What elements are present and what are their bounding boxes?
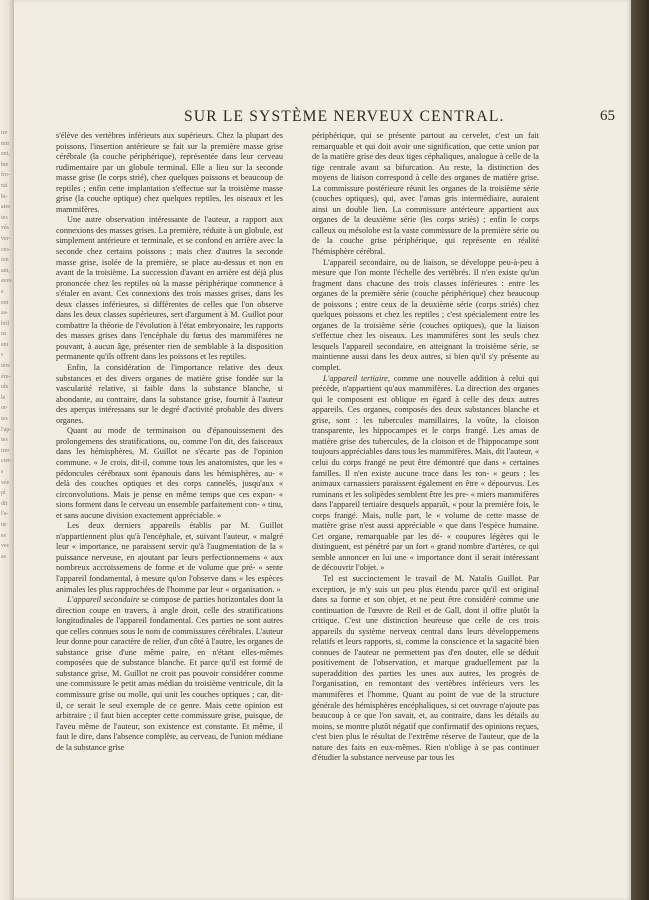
margin-fragment: ent, bbox=[1, 151, 10, 158]
margin-fragment: or- bbox=[1, 405, 8, 412]
margin-fragment: cier- bbox=[1, 458, 12, 465]
margin-fragment: l'a- bbox=[1, 511, 9, 518]
paragraph-text: Une autre observation intéressante de l'auteur, a rapport aux connexions des masses grises. La première, réduite à un globule, est simplement antérieure et terminale, et se confond en arrière avec la seconde chez certains poissons ; mais chez d'autres la seconde masse grise, isolée de la première, se place au-dessus et non en avant de la troisième. La succession d'avant en arrière est déjà plus prononcée chez les reptiles où la masse périphérique commence à s'étaler en avant. Ces connexions des trois masses grises, dans les deux classes inférieures, si différentes de celles que l'on observe dans les deux classes supérieures, sert d'argument à M. Guillot pour combattre la théorie de l'évolution à l'état embryonaire, les rapports des masses grises dans l'encéphale du fœtus des mammifères ne pouvant, à aucun âge, présenter rien de semblable à la disposition permanente qu'ils offrent dans les poissons et les reptiles. bbox=[56, 215, 283, 362]
paragraph bbox=[312, 374, 539, 574]
margin-fragment: pl bbox=[1, 490, 6, 497]
margin-fragment: l'ap- bbox=[1, 426, 12, 433]
margin-fragment: s bbox=[1, 469, 4, 475]
margin-fragment: ies bbox=[1, 416, 8, 423]
margin-fragment: vec bbox=[1, 543, 10, 550]
margin-fragment: aies bbox=[1, 204, 11, 211]
book-page bbox=[14, 0, 631, 900]
margin-fragment: rai bbox=[1, 182, 8, 189]
margin-fragment: ière bbox=[1, 363, 10, 370]
margin-fragment: sa- bbox=[1, 310, 8, 317]
margin-fragment: ent bbox=[1, 341, 9, 348]
paragraph bbox=[56, 595, 283, 753]
margin-fragment: bi- bbox=[1, 193, 8, 200]
italic-term: L'appareil tertiaire bbox=[323, 373, 388, 383]
margin-fragment: éru- bbox=[1, 373, 11, 380]
margin-fragment: bril bbox=[1, 320, 10, 327]
margin-fragment: tre bbox=[1, 130, 8, 136]
paragraph-text: L'appareil secondaire, ou de liaison, se développe peu-à-peu à mesure que l'on monte l'échelle des vertèbrés. Il n'en existe qu'un fragment dans chacune des trois classes inférieures : entre les organes de la première série (couche périphérique) chez beaucoup de poissons ; entre ceux de la deuxième série (corps striés) chez quelques poissons et chez les reptiles ; c'est spécialement entre les organes de la troisième série (couches optiques), que la liaison s'effectue chez les oiseaux. Les mammifères sont les seuls chez lesquels l'appareil secondaire, en atteignant la troisième série, se maintienne aussi dans les deux autres, si bien qu'il s'y présente au complet. bbox=[312, 257, 539, 373]
margin-fragment: dit bbox=[1, 500, 8, 507]
margin-fragment: tes bbox=[1, 214, 8, 221]
margin-fragment: as bbox=[1, 553, 6, 560]
margin-fragment: mir bbox=[1, 140, 10, 147]
paragraph bbox=[312, 574, 539, 764]
paragraph bbox=[56, 131, 283, 215]
paragraph-text: s'élève des vertèbres inférieurs aux supérieurs. Chez la plupart des poissons, l'insertion antérieure se fait sur la première masse grise cérébrale (la couche périphérique), représentée dans leur cerveau rudimentaire par un globule terminal. Elle a lieu sur la seconde masse grise (le corps strié), chez quelques poissons et beaucoup de reptiles ; enfin cette implantation s'effectue sur la troisième masse grise (la couche optique) chez quelques reptiles, les oiseaux et les mammifères. bbox=[56, 131, 283, 214]
margin-fragment: ant, bbox=[1, 267, 10, 274]
left-text-column bbox=[56, 131, 283, 753]
margin-fragment: vés bbox=[1, 225, 9, 232]
margin-fragment: e bbox=[1, 288, 4, 295]
paragraph-text: périphérique, qui se présente partout au cervelet, c'est un fait remarquable et qui doit avoir une signification, que cette union par de la matière grise des deux tiges céphaliques, analogue à celle de la tige centrale avant sa bifurcation. Au reste, la distinction des moyens de liaison correspond à celle des organes de matière grise. La commissure postérieure réunit les organes de la troisième série (couches optiques), qui, avec l'amas gris intermédiaire, auraient ainsi un double lien. La commissure antérieure appartient aux organes de la deuxième série (les corps striés) ; enfin le corps calleux ou mésolobe est la vaste commissure de la première série ou de la couche grise périphérique, qui représente en réalité l'hémisphère cérébral. bbox=[312, 131, 539, 257]
facing-page-edge bbox=[0, 0, 14, 900]
margin-fragment: aves bbox=[1, 278, 12, 285]
margin-fragment: ent bbox=[1, 299, 9, 306]
paragraph-text: Quant au mode de terminaison ou d'épanouissement des prolongemens des stratifications, ou, comme l'on dit, des faisceaux dans les hémisphères, M. Guillot ne s'écarte pas de l'opinion commune. « Je crois, dit-il, comme tous les anatomistes, que les « pédoncules cérébraux sont épanouis dans les hémisphères, au- « delà des couches optiques et des corps cannelés, jusqu'aux « circonvolutions. Mais je pense en même temps que ces expan- « sions forment dans le cerveau un ensemble parfaitement con- « tinu, et sans aucune division exactement appréciable. » bbox=[56, 426, 283, 520]
margin-fragment: c bbox=[1, 352, 4, 359]
paragraph-text: Enfin, la considération de l'importance relative des deux substances et des divers organes de matière grise fondée sur la vascularité relative, si faible dans la substance blanche, si abondante, au contraire, dans la substance grise, fournit à l'auteur des aperçus intéressans sur le degré d'activité probable des divers organes. bbox=[56, 363, 283, 425]
paragraph bbox=[312, 258, 539, 374]
margin-fragment: ver- bbox=[1, 235, 11, 242]
margin-fragment: ies bbox=[1, 437, 8, 444]
margin-fragment: ns bbox=[1, 331, 7, 338]
page-number: 65 bbox=[600, 108, 615, 124]
paragraph-text: Tel est succinctement le travail de M. Natalis Guillot. Par exception, je m'y suis un peu plus étendu parce qu'il est original dans sa forme et son objet, et ne peut être considéré comme une continuation de l'œuvre de Reil et de Gall, dont il offre plutôt la critique. C'est une distinction heureuse que celle de ces trois appareils du système nerveux central dans leurs développemens relatifs et leurs rapports, si, comme la conscience et la sagacité bien connues de l'auteur ne permettent pas d'en douter, elle se déduit positivement de l'observation, et marque graduellement par la superaddition des parties les unes aux autres, les progrès de l'organisation, en remontant des vertèbres inférieurs vers les mammifères et l'homme. Quant au point de vue de la structure générale des hémisphères encéphaliques, si cet ouvrage n'ajoute pas beaucoup à ce que l'on savait, et, au contraire, dans les détails au moins, se montre plutôt négatif que confirmatif des opinions reçues, c'est bien plus le résultat de l'extrême réserve de l'auteur, que de la nature des faits en eux-mêmes. Rien n'oblige à se pas continuer d'étudier la substance nerveuse par tous les bbox=[312, 573, 539, 763]
margin-fragment: irer bbox=[1, 447, 10, 454]
margin-fragment: le bbox=[1, 394, 6, 401]
margin-fragment: bte bbox=[1, 161, 9, 168]
running-head: SUR LE SYSTÈME NERVEUX CENTRAL. bbox=[184, 108, 505, 125]
margin-fragment: es bbox=[1, 532, 6, 539]
paragraph bbox=[56, 521, 283, 595]
right-text-column bbox=[312, 131, 539, 764]
margin-fragment: fro- bbox=[1, 172, 10, 179]
paragraph bbox=[312, 131, 539, 258]
book-spine-edge bbox=[631, 0, 649, 900]
margin-fragment: ces- bbox=[1, 246, 11, 253]
paragraph-text: , comme une nouvelle addition à celui qui précède, n'appartient qu'aux mammifères. La direction des organes qui le composent est oblique en égard à celle des deux autres appareils. Ces organes, composés des deux substances blanche et grise, sont : les tubercules mamillaires, la voûte, la cloison transparente, les hippocampes et le corps frangé. Les amas de matière grise des tubercules, de la cloison et de l'hippocampe sont toujours appréciables dans tous les mammifères. Mais, dit l'auteur, « celui du corps frangé ne peut être démontré que dans « certaines familles. Il n'en existe aucune trace dans les ron- « geurs : les animaux carnassiers paraissent également en être « dépourvus. Les ruminans et les solipèdes semblent être les pre- « miers mammifères dans l'appareil tertiaire desquels apparaît, « pour la première fois, le corps frangé. Mais, nulle part, le « volume de cette masse de matière grise n'est aussi appréciable « que dans l'espèce humaine. Cet organe, remarquable par les dé- « coupures légères qui le distinguent, est pénétré par un fort « grand nombre d'artères, ce qui semble annoncer en lui une « importance dont il serait intéressant de découvrir l'objet. » bbox=[312, 373, 540, 573]
italic-term: L'appareil secondaire bbox=[67, 595, 140, 605]
margin-fragment: vée bbox=[1, 479, 10, 486]
facing-page-text-fragments bbox=[1, 128, 13, 562]
paragraph bbox=[56, 363, 283, 426]
paragraph bbox=[56, 426, 283, 521]
margin-fragment: ule bbox=[1, 384, 9, 391]
paragraph bbox=[56, 215, 283, 363]
paragraph-text: Les deux derniers appareils établis par M. Guillot n'appartiennent plus qu'à l'encéphale, et, suivant l'auteur, « malgré leur « importance, ne paraissent servir qu'à l'augmentation de la « puissance nerveuse, en ajoutant par leurs perfectionnemens « aux nombreux accroissemens de forme et de volume que pré- « sente l'appareil fondamental, à mesure qu'on l'observe dans « les espèces animales les plus rapprochées de l'homme par leur « organisation. » bbox=[56, 521, 283, 594]
margin-fragment: ue bbox=[1, 521, 7, 528]
margin-fragment: ion bbox=[1, 257, 9, 264]
paragraph-text: se compose de parties horizontales dont la direction coupe en travers, à angle droit, celle des stratifications longitudinales de l'appareil fondamental. Ces parties ne sont autres que celles connues sous le nom de commissures cérébrales. L'auteur leur donne pour caractère de relier, d'un côté à l'autre, les organes de substance grise d'une même paire, en n'étant elles-mêmes composées que de substance blanche. Et parce qu'il est formé de substance grise, M. Guillot ne croit pas pouvoir considérer comme une commissure le petit amas médian du troisième ventricule, dit la commissure grise ou molle, qui unit les couches optiques ; car, dit-il, ce serait le seul exemple de ce genre. Mais cette opinion est arbitraire ; il faut bien accepter cette commissure grise, puisque, de l'aveu même de l'auteur, son existence est constante. Et même, il faut le dire, dans l'absence complète, au cerveau, de l'union médiane de la substance grise bbox=[56, 595, 283, 752]
